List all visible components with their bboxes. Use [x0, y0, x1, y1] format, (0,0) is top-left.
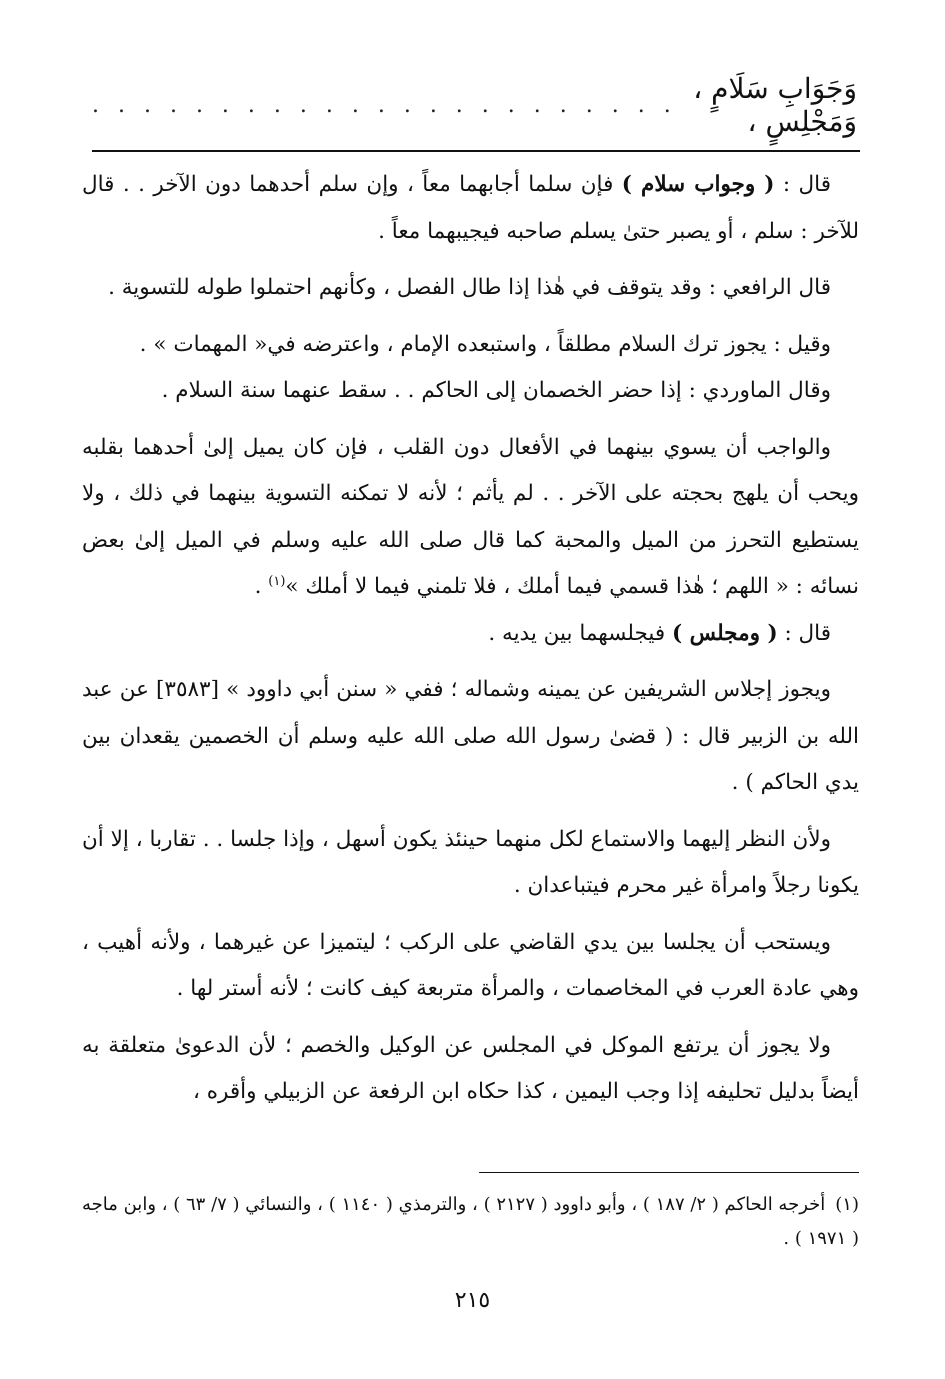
paragraph-1: قال : ( وجواب سلام ) فإن سلما أجابهما معاً ، وإن سلم أحدهما دون الآخر . . قال للآخر : سلم ، أو يصبر حتىٰ يسلم صاحبه فيجيبهما معاً .	[82, 172, 859, 244]
paragraph-7: ويجوز إجلاس الشريفين عن يمينه وشماله ؛ ففي « سنن أبي داوود » [٣٥٨٣] عن عبد الله بن الزبير قال : ( قضىٰ رسول الله صلى الله عليه وسلم أن الخصمين يقعدان بين يدي الحاكم ) .	[82, 677, 859, 795]
header-rule	[92, 150, 860, 152]
paragraph-6: قال : ( ومجلس ) فيجلسهما بين يديه .	[488, 620, 831, 646]
running-header	[88, 72, 857, 138]
bold-term: ( وجواب سلام )	[621, 172, 775, 197]
paragraph-3: وقيل : يجوز ترك السلام مطلقاً ، واستبعده الإمام ، واعترضه في« المهمات » .	[139, 331, 831, 357]
paragraph-10: ولا يجوز أن يرتفع الموكل في المجلس عن الوكيل والخصم ؛ لأن الدعوىٰ متعلقة به أيضاً بدليل تحليفه إذا وجب اليمين ، كذا حكاه ابن الرفعة عن الزبيلي وأقره ،	[82, 1032, 859, 1104]
bold-term: ( ومجلس )	[672, 620, 778, 646]
footnote-number: (١)	[835, 1194, 859, 1215]
main-text	[82, 162, 859, 1116]
header-dot-leader: . . . . . . . . . . . . . . . . . . . . . . .	[92, 92, 677, 118]
page-number: ٢١٥	[454, 1288, 491, 1313]
paragraph-5: والواجب أن يسوي بينهما في الأفعال دون القلب ، فإن كان يميل إلىٰ أحدهما بقلبه ويحب أن يلهج بحجته على الآخر . . لم يأثم ؛ لأنه لا تمكنه التسوية بينهما في ذلك ، ولا يستطيع التحرز من الميل والمحبة كما قال صلى الله عليه وسلم في الميل إلىٰ بعض نسائه : « اللهم ؛ هٰذا قسمي فيما أملك ، فلا تلمني فيما لا أملك »$^{(١)}$ .	[82, 434, 859, 599]
footnotes	[82, 1188, 859, 1256]
paragraph-4: وقال الماوردي : إذا حضر الخصمان إلى الحاكم . . سقط عنهما سنة السلام .	[161, 378, 831, 403]
header-title: وَجَوَابِ سَلَامٍ ، وَمَجْلِسٍ ،	[693, 72, 857, 138]
paragraph-9: ويستحب أن يجلسا بين يدي القاضي على الركب ؛ ليتميزا عن غيرهما ، ولأنه أهيب ، وهي عادة العرب في المخاصمات ، والمرأة متربعة كيف كانت ؛ لأنه أستر لها .	[82, 929, 859, 1001]
footnote-rule	[479, 1172, 859, 1173]
paragraph-8: ولأن النظر إليهما والاستماع لكل منهما حينئذ يكون أسهل ، وإذا جلسا . . تقاربا ، إلا أن يكونا رجلاً وامرأة غير محرم فيتباعدان .	[82, 826, 859, 898]
paragraph-2: قال الرافعي : وقد يتوقف في هٰذا إذا طال الفصل ، وكأنهم احتملوا طوله للتسوية .	[108, 275, 831, 300]
footnote-reference: (١)	[268, 573, 286, 589]
footnote-text: أخرجه الحاكم ( ٢/ ١٨٧ ) ، وأبو داوود ( ٢١٢٧ ) ، والترمذي ( ١١٤٠ ) ، والنسائي ( ٧/ ٦٣ ) ، وابن ماجه ( ١٩٧١ ) .	[81, 1194, 859, 1249]
